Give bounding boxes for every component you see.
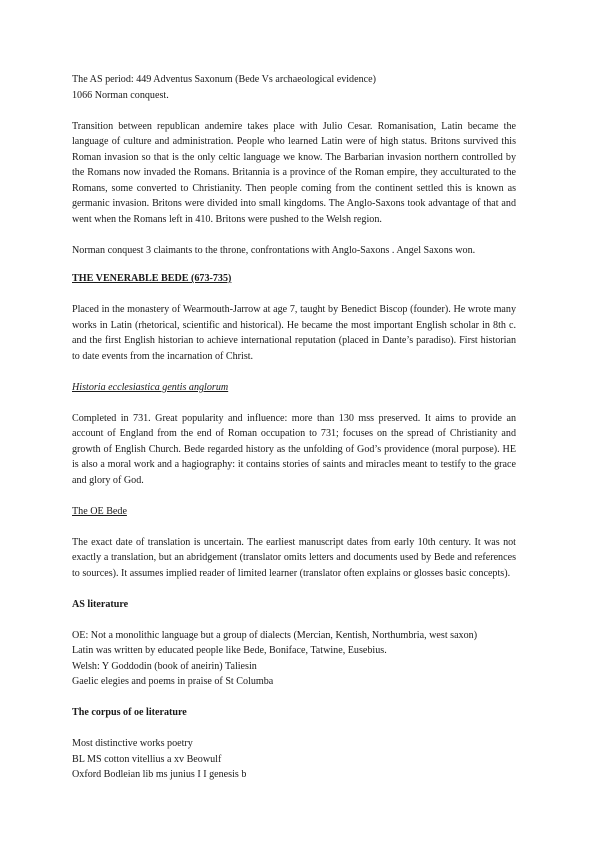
corpus-line: BL MS cotton vitellius a xv Beowulf xyxy=(72,753,222,765)
paragraph-romans: Transition between republican andemire takes place with Julio Cesar. Romanisation, Latin became the language of culture and administration. People who learned Latin were of high status. Britons survived this Roman invasion so that is the only celtic language we know. The Barbarian invasion northern controlled by the Romans now invaded the Romans. Britannia is a province of the Roman empire, they acculturated to the Romans, some converted to Christianity. Then people coming from the continent settled this is known as germanic invasion. Britons were divided into small kingdoms. The Anglo-Saxons took advantage of that and went when the Romans left in 410. Britons were pushed to the Welsh region. xyxy=(72,120,516,225)
intro-line-1: The AS period: 449 Adventus Saxonum (Bede Vs archaeological evidence) xyxy=(72,74,376,85)
heading-corpus: The corpus of oe literature xyxy=(72,707,187,718)
heading-historia: Historia ecclesiastica gentis anglorum xyxy=(72,381,229,393)
document-page xyxy=(72,72,516,783)
heading-venerable-bede: THE VENERABLE BEDE (673-735) xyxy=(72,273,232,284)
corpus-line: Most distinctive works poetry xyxy=(72,738,193,749)
paragraph-oe-bede: The exact date of translation is uncertain. The earliest manuscript dates from early 10th century. It was not exactly a translation, but an abridgement (translator omits letters and documents used by Bede and references to sources). It assumes implied reader of limited learner (translator often explains or glosses basic concepts). xyxy=(72,536,516,579)
paragraph-norman-conquest: Norman conquest 3 claimants to the throne, confrontations with Anglo-Saxons . Angel Saxons won. xyxy=(72,244,476,256)
corpus-line: Oxford Bodleian lib ms junius I I genesis b xyxy=(72,769,247,780)
as-literature-line: Gaelic elegies and poems in praise of St Columba xyxy=(72,676,274,687)
as-literature-line: Latin was written by educated people like Bede, Boniface, Tatwine, Eusebius. xyxy=(72,645,387,656)
heading-as-literature: AS literature xyxy=(72,598,129,610)
as-literature-line: OE: Not a monolithic language but a group of dialects (Mercian, Kentish, Northumbria, west saxon) xyxy=(72,629,478,641)
paragraph-historia: Completed in 731. Great popularity and influence: more than 130 mss preserved. It aims to provide an account of England from the end of Roman occupation to 731; focuses on the spread of Christianity and growth of English Church. Bede regarded history as the unfolding of God’s providence (moral purpose). HE is also a moral work and a hagiography: it contains stories of saints and miracles meant to testify to the grace and glory of God. xyxy=(72,412,516,486)
paragraph-bede: Placed in the monastery of Wearmouth-Jarrow at age 7, taught by Benedict Biscop (founder). He wrote many works in Latin (rhetorical, scientific and historical). He became the most important English scholar in 8th c. and the first English historian to achieve international reputation (placed in Dante’s paradiso). First historian to date events from the incarnation of Christ. xyxy=(72,304,516,362)
as-literature-line: Welsh: Y Goddodin (book of aneirin) Taliesin xyxy=(72,660,257,672)
heading-oe-bede: The OE Bede xyxy=(72,505,127,517)
intro-line-2: 1066 Norman conquest. xyxy=(72,89,169,101)
